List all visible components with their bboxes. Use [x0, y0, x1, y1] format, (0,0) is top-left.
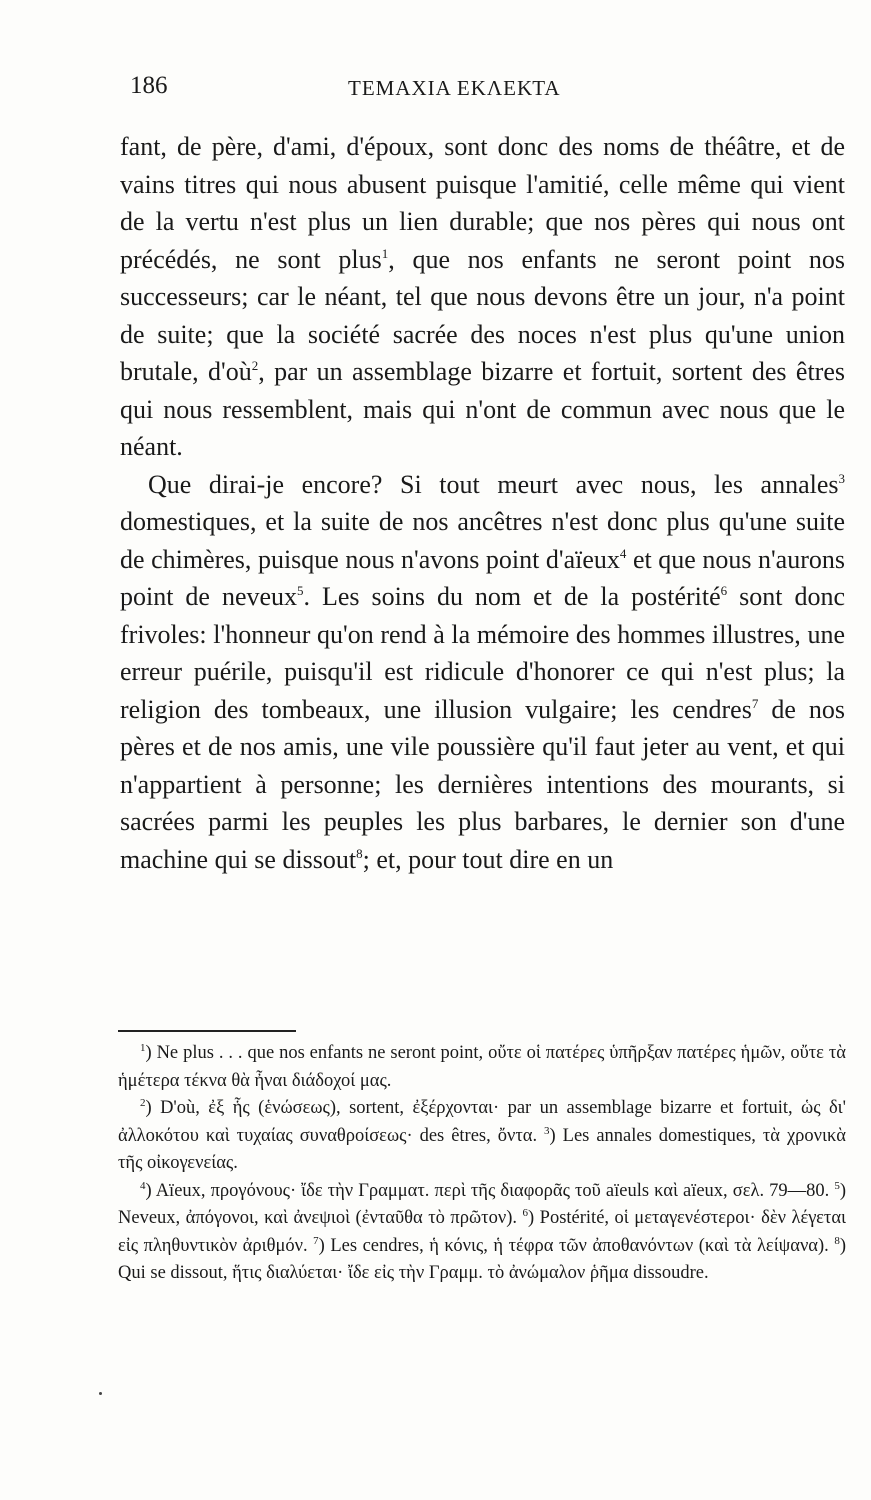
text-run: ) Aïeux, προγόνους· ἴδε τὴν Γραμματ. περὶ τῆς διαφορᾶς τοῦ aïeuls καὶ aïeux, σελ. 79—80.: [145, 1180, 835, 1201]
footnote-marker: 2: [251, 358, 259, 373]
text-run: sont donc frivoles: l'honneur qu'on rend à la mémoire des hommes illustres, une erreur puérile, puisqu'il est ridicule d'honorer ce qui n'est plus; la religion des tombeaux, une illusion vulgaire; les cendres: [120, 582, 845, 724]
text-run: ) Neveux, ἀπόγονοι, καὶ ἀνεψιοὶ (ἐνταῦθα τὸ πρῶτον).: [118, 1180, 846, 1228]
page-header: [118, 62, 846, 102]
footnote-marker: 6: [522, 1207, 528, 1219]
text-run: ; et, pour tout dire en un: [362, 844, 614, 874]
footnote-marker: 5: [297, 583, 304, 598]
footnote: [118, 1178, 846, 1288]
running-title: ΤΕΜΑΧΙΑ ΕΚΛΕΚΤΑ: [348, 76, 561, 100]
page-number: 186: [130, 72, 168, 99]
paper-speck: [99, 1392, 102, 1395]
text-run: ) Ne plus . . . que nos enfants ne seront point, οὔτε οἱ πατέρες ὑπῆρξαν πατέρες ἡμῶν, οὔτε τὰ ἡμέτερα τέκνα θὰ ἦναι διάδοχοί μας.: [118, 1043, 846, 1091]
text-run: ) Postérité, οἱ μεταγενέστεροι· δὲν λέγεται εἰς πληθυντικὸν ἀριθμόν.: [118, 1208, 846, 1256]
footnote-marker: 7: [751, 695, 759, 711]
text-run: ) Qui se dissout, ἥτις διαλύεται· ἴδε εἰς τὴν Γραμμ. τὸ ἀνώμαλον ῥῆμα dissoudre.: [118, 1235, 846, 1283]
footnote-marker: 8: [356, 845, 363, 861]
text-run: ) Les cendres, ἡ κόνις, ἡ τέφρα τῶν ἀποθανόντων (καὶ τὰ λείψανα).: [318, 1235, 835, 1256]
paragraph: [120, 466, 845, 879]
footnote: [118, 1040, 846, 1095]
footnote-marker: 8: [834, 1234, 840, 1247]
text-run: ) D'où, ἐξ ἧς (ἑνώσεως), sortent, ἐξέρχονται· par un assemblage bizarre et fortuit, ὡς δι' ἀλλοκότου καὶ τυχαίας συναθροίσεως· des êtres, ὄντα.: [118, 1098, 846, 1146]
text-run: et que nous n'aurons point de neveux: [120, 544, 845, 611]
text-run: , que nos enfants ne seront point nos successeurs; car le néant, tel que nous devons être un jour, n'a point de suite; que la société sacrée des noces n'est plus qu'une union brutale, d'où: [120, 244, 845, 386]
footnote-separator: [118, 1030, 296, 1032]
text-run: de nos pères et de nos amis, une vile poussière qu'il faut jeter au vent, et qui n'appartient à personne; les dernières intentions des mourants, si sacrées parmi les peuples les plus barbares, le dernier son d'une machine qui se dissout: [120, 694, 845, 874]
text-run: Que dirai-je encore? Si tout meurt avec nous, les annales: [148, 469, 839, 499]
footnote-marker: 1: [381, 245, 389, 261]
footnote-marker: 4: [619, 545, 627, 561]
text-run: , par un assemblage bizarre et fortuit, sortent des êtres qui nous ressemblent, mais qui n'ont de commun avec nous que le néant.: [120, 357, 845, 461]
main-text: [120, 128, 845, 878]
footnote-marker: 4: [140, 1179, 146, 1192]
footnote-marker: 3: [544, 1124, 550, 1137]
footnote-marker: 7: [313, 1234, 319, 1247]
paragraph: [120, 128, 845, 466]
text-run: . Les soins du nom et de la postérité: [303, 582, 721, 611]
text-run: domestiques, et la suite de nos ancêtres n'est donc plus qu'une suite de chimères, puisque nous n'avons point d'aïeux: [120, 507, 845, 574]
footnote-marker: 1: [140, 1042, 146, 1054]
footnote-marker: 6: [720, 583, 728, 598]
footnote: [118, 1095, 846, 1178]
text-run: ) Les annales domestiques, τὰ χρονικὰ τῆς οἰκογενείας.: [118, 1125, 846, 1173]
footnotes: [118, 1040, 846, 1288]
footnote-marker: 3: [838, 470, 845, 486]
text-run: fant, de père, d'ami, d'époux, sont donc des noms de théâtre, et de vains titres qui nous abusent puisque l'amitié, celle même qui vient de la vertu n'est plus un lien durable; que nos pères qui nous ont précédés, ne sont plus: [120, 132, 845, 274]
footnote-marker: 2: [140, 1097, 146, 1109]
footnote-marker: 5: [834, 1179, 840, 1192]
